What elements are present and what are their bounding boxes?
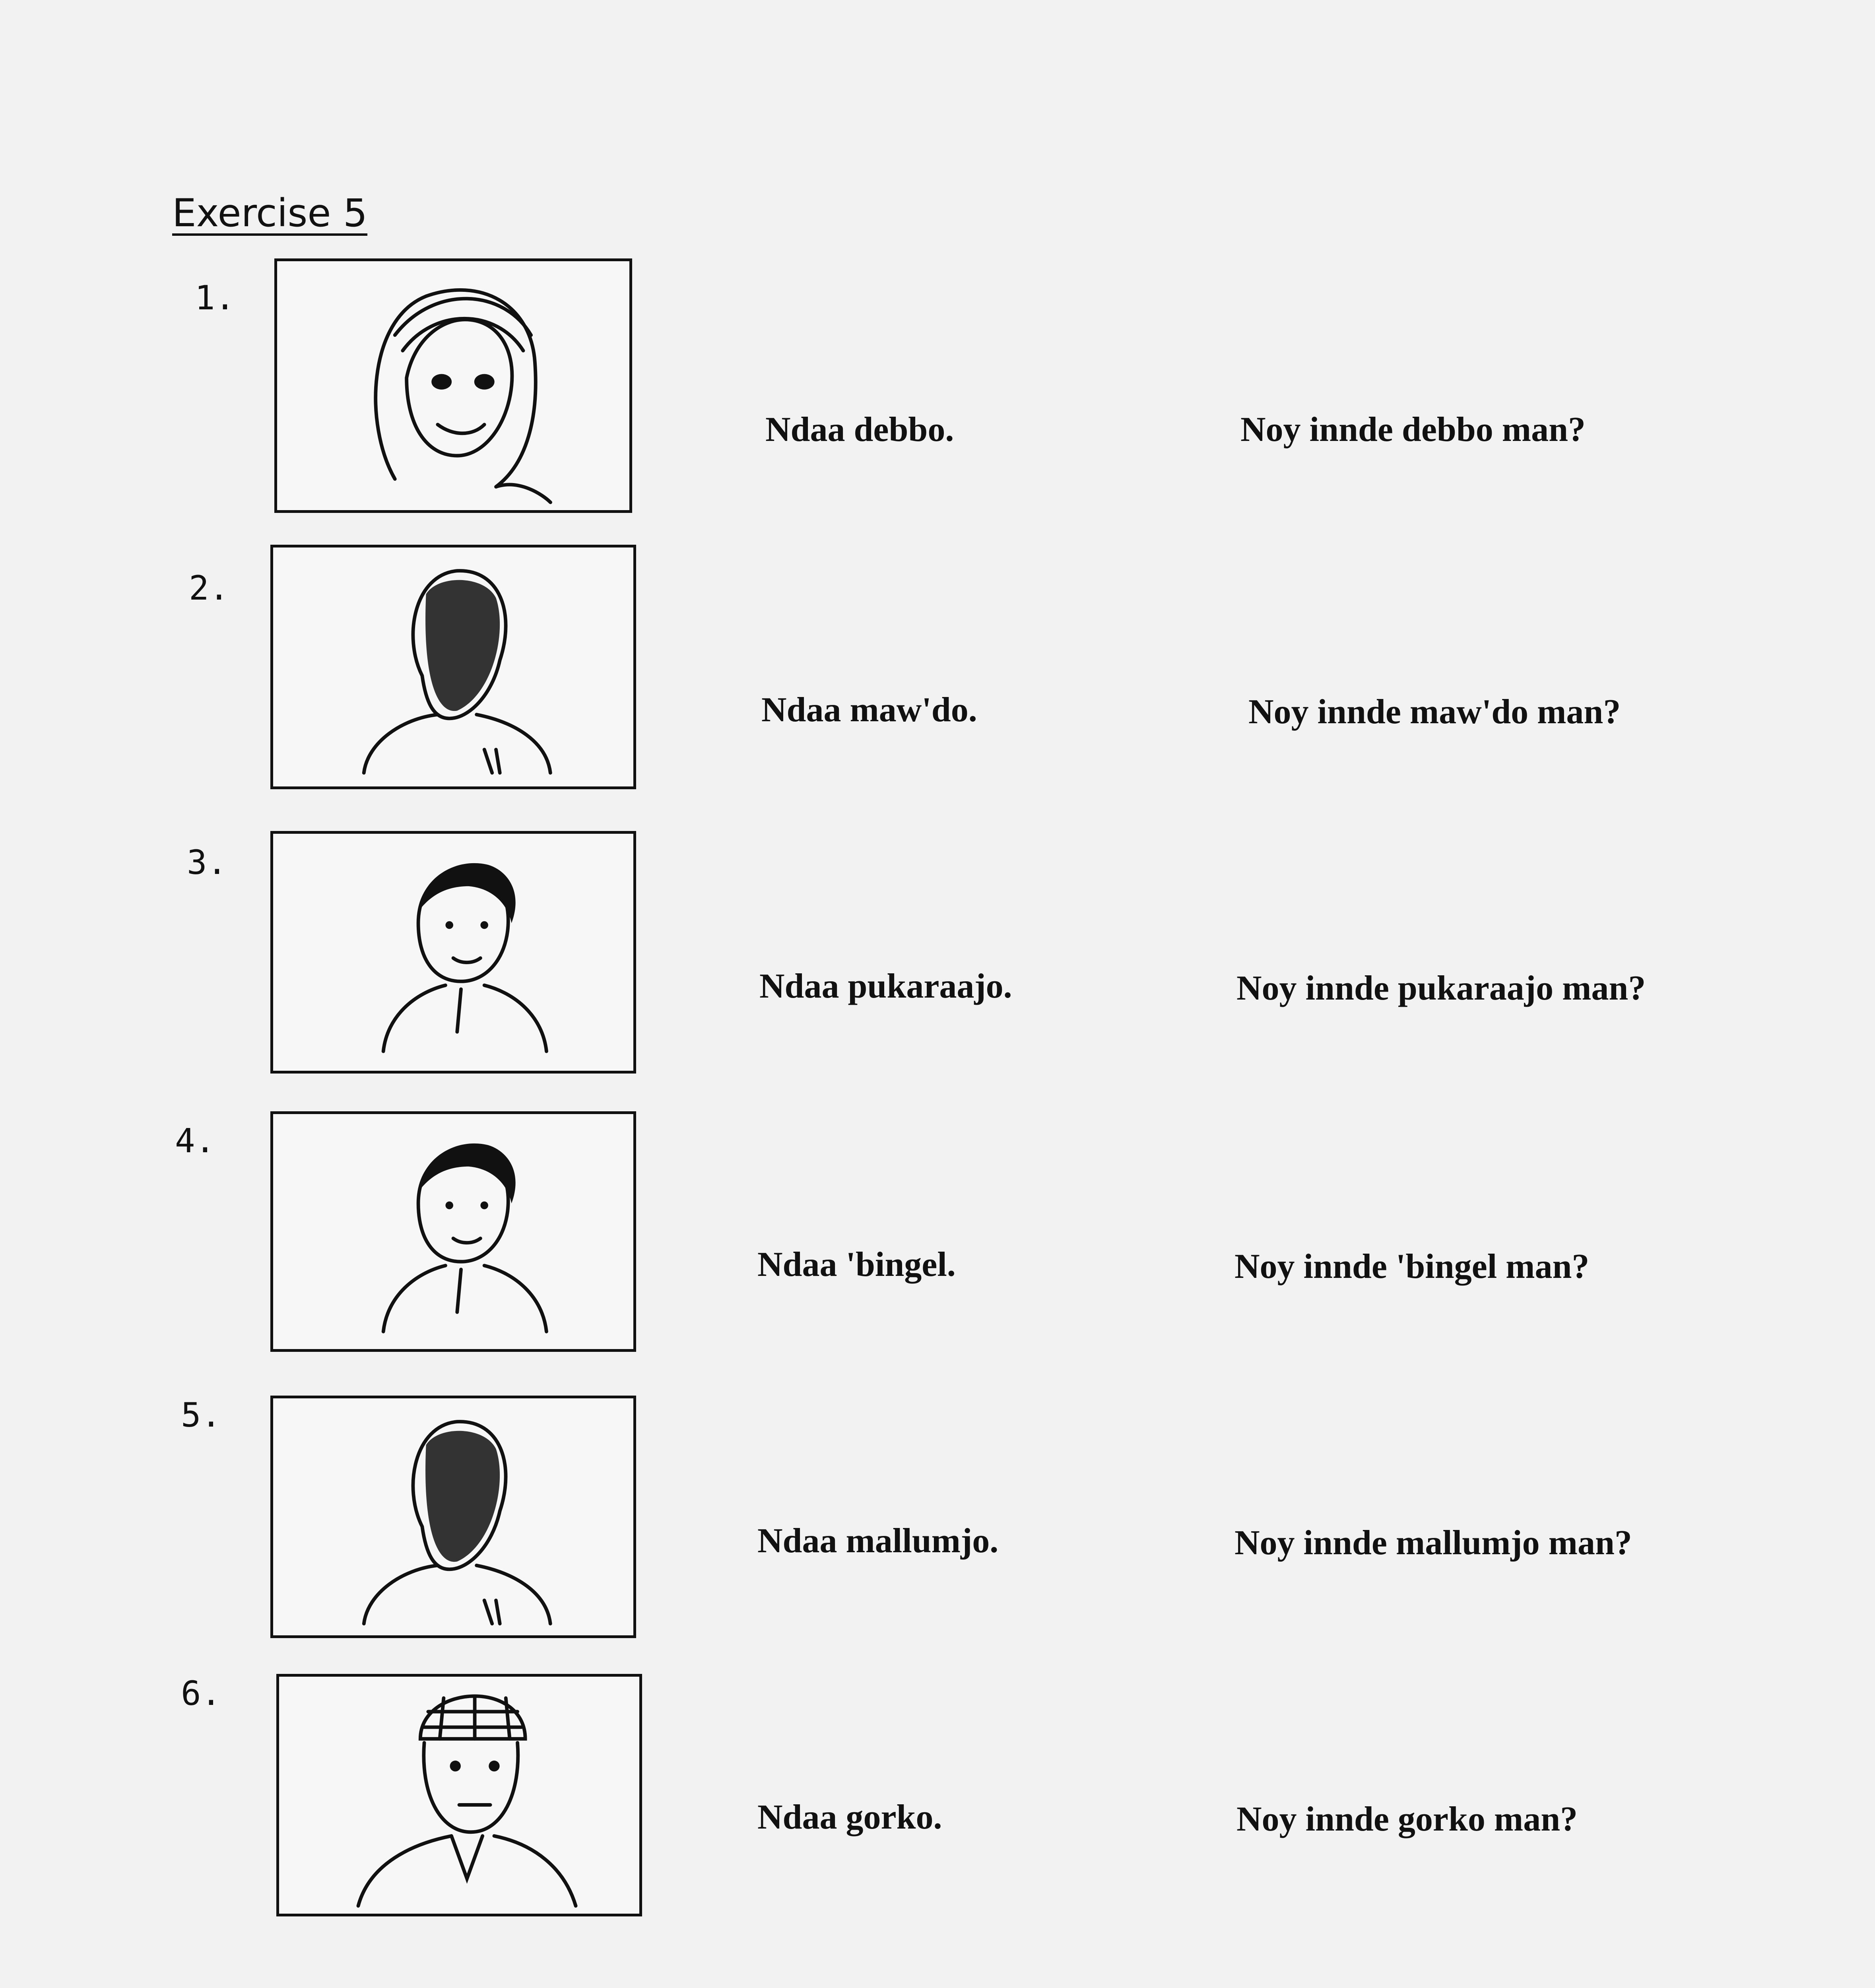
statement: Ndaa maw'do. <box>761 691 977 729</box>
statement: Ndaa mallumjo. <box>757 1522 999 1560</box>
question: Noy innde 'bingel man? <box>1234 1247 1590 1286</box>
item-number: 2. <box>189 569 229 608</box>
question: Noy innde pukaraajo man? <box>1236 969 1646 1008</box>
statement: Ndaa debbo. <box>765 410 954 449</box>
statement: Ndaa gorko. <box>757 1798 942 1837</box>
man-cap-icon <box>279 1677 639 1914</box>
item-number: 3. <box>187 843 227 882</box>
exercise-title: Exercise 5 <box>172 191 368 235</box>
woman-headscarf-icon <box>277 261 629 510</box>
item-number: 5. <box>181 1396 221 1435</box>
item-number: 4. <box>175 1121 215 1160</box>
question: Noy innde maw'do man? <box>1248 693 1621 731</box>
picture-man <box>276 1674 642 1916</box>
statement: Ndaa pukaraajo. <box>759 967 1012 1006</box>
picture-child <box>270 1111 636 1352</box>
item-number: 6. <box>181 1674 221 1713</box>
picture-child <box>270 831 636 1074</box>
question: Noy innde mallumjo man? <box>1234 1524 1632 1562</box>
picture-old-man <box>270 545 636 789</box>
old-man-icon <box>273 547 633 786</box>
picture-woman <box>274 258 632 513</box>
question: Noy innde gorko man? <box>1236 1800 1578 1839</box>
old-man-icon <box>273 1398 633 1635</box>
item-number: 1. <box>195 278 235 317</box>
question: Noy innde debbo man? <box>1240 410 1586 449</box>
child-icon <box>273 834 633 1071</box>
child-icon <box>273 1114 633 1349</box>
statement: Ndaa 'bingel. <box>757 1245 956 1284</box>
picture-old-man <box>270 1396 636 1638</box>
